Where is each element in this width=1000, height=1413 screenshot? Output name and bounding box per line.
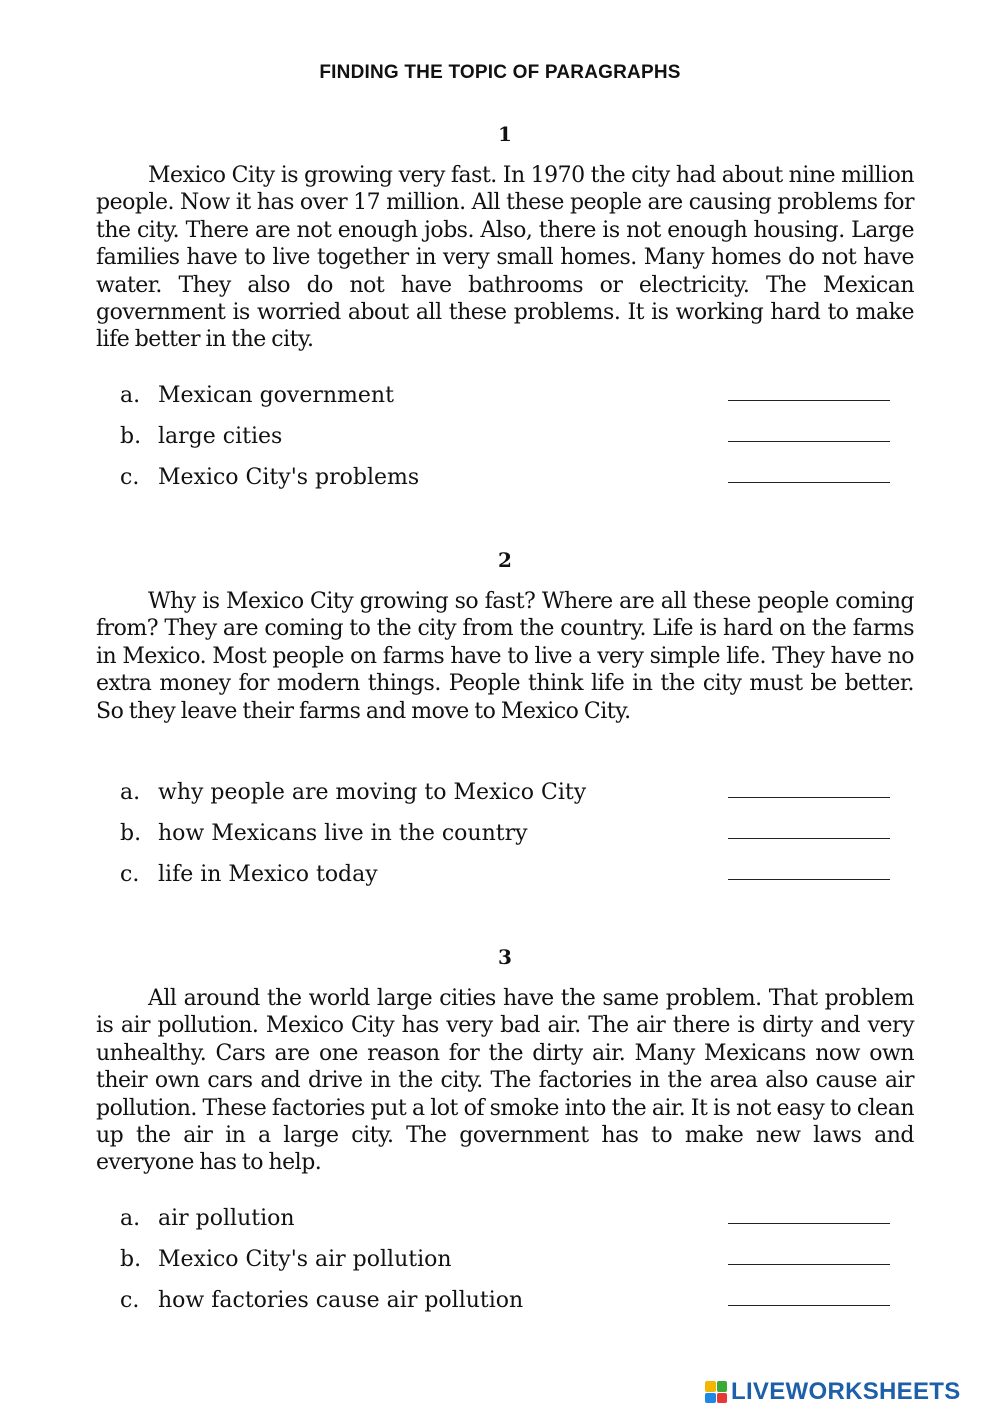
- logo-square: [717, 1393, 728, 1404]
- section-number: 2: [498, 548, 512, 572]
- option-letter: a.: [120, 780, 141, 805]
- section-number: 3: [498, 945, 512, 969]
- paragraph: Why is Mexico City growing so fast? Where are all these people coming from? They are coming to the city from the country. Life is hard on the farms in Mexico. Most people on farms have to live a very simple life. They have no extra money for modern things. People think life in the city must be better. So they leave their farms and move to Mexico City.: [96, 589, 914, 724]
- answer-option-b: [120, 819, 890, 849]
- liveworksheets-logo[interactable]: [705, 1378, 961, 1406]
- logo-text: LIVEWORKSHEETS: [731, 1378, 961, 1405]
- option-letter: c.: [120, 862, 140, 887]
- option-letter: a.: [120, 383, 141, 408]
- answer-blank[interactable]: [728, 1305, 890, 1306]
- answer-blank[interactable]: [728, 400, 890, 401]
- option-text: Mexico City's problems: [158, 465, 420, 490]
- option-letter: b.: [120, 424, 142, 449]
- answer-blank[interactable]: [728, 1223, 890, 1224]
- option-letter: a.: [120, 1206, 141, 1231]
- section-3: [96, 945, 914, 1325]
- page-title: FINDING THE TOPIC OF PARAGRAPHS: [319, 62, 681, 83]
- answer-blank[interactable]: [728, 797, 890, 798]
- answer-option-c: [120, 1286, 890, 1316]
- option-text: how factories cause air pollution: [158, 1288, 524, 1313]
- option-letter: b.: [120, 821, 142, 846]
- answer-blank[interactable]: [728, 1264, 890, 1265]
- option-text: how Mexicans live in the country: [158, 821, 528, 846]
- answer-option-a: [120, 778, 890, 808]
- answer-option-b: [120, 1245, 890, 1275]
- option-text: air pollution: [158, 1206, 295, 1231]
- logo-square: [717, 1381, 728, 1392]
- option-text: life in Mexico today: [158, 862, 378, 887]
- logo-square: [705, 1381, 716, 1392]
- section-2: [96, 548, 914, 898]
- answer-blank[interactable]: [728, 879, 890, 880]
- option-text: large cities: [158, 424, 283, 449]
- option-letter: b.: [120, 1247, 142, 1272]
- answer-option-b: [120, 422, 890, 452]
- answer-blank[interactable]: [728, 482, 890, 483]
- section-number: 1: [498, 122, 512, 146]
- answer-blank[interactable]: [728, 838, 890, 839]
- option-letter: c.: [120, 465, 140, 490]
- option-letter: c.: [120, 1288, 140, 1313]
- logo-square: [705, 1393, 716, 1404]
- option-text: why people are moving to Mexico City: [158, 780, 587, 805]
- section-1: [96, 122, 914, 502]
- answer-option-a: [120, 381, 890, 411]
- answer-option-c: [120, 463, 890, 493]
- answer-blank[interactable]: [728, 441, 890, 442]
- answer-option-a: [120, 1204, 890, 1234]
- option-text: Mexican government: [158, 383, 394, 408]
- liveworksheets-logo-icon: [705, 1381, 727, 1403]
- paragraph: All around the world large cities have the same problem. That problem is air pollution. Mexico City has very bad air. The air there is dirty and very unhealthy. Cars are one reason for the dirty air. Many Mexicans now own their own cars and drive in the city. The factories in the area also cause air pollution. These factories put a lot of smoke into the air. It is not easy to clean up the air in a large city. The government has to make new laws and everyone has to help.: [96, 986, 914, 1176]
- paragraph: Mexico City is growing very fast. In 1970 the city had about nine million people. Now it has over 17 million. All these people are causing problems for the city. There are not enough jobs. Also, there is not enough housing. Large families have to live together in very small homes. Many homes do not have water. They also do not have bathrooms or electricity. The Mexican government is worried about all these problems. It is working hard to make life better in the city.: [96, 163, 914, 353]
- option-text: Mexico City's air pollution: [158, 1247, 452, 1272]
- answer-option-c: [120, 860, 890, 890]
